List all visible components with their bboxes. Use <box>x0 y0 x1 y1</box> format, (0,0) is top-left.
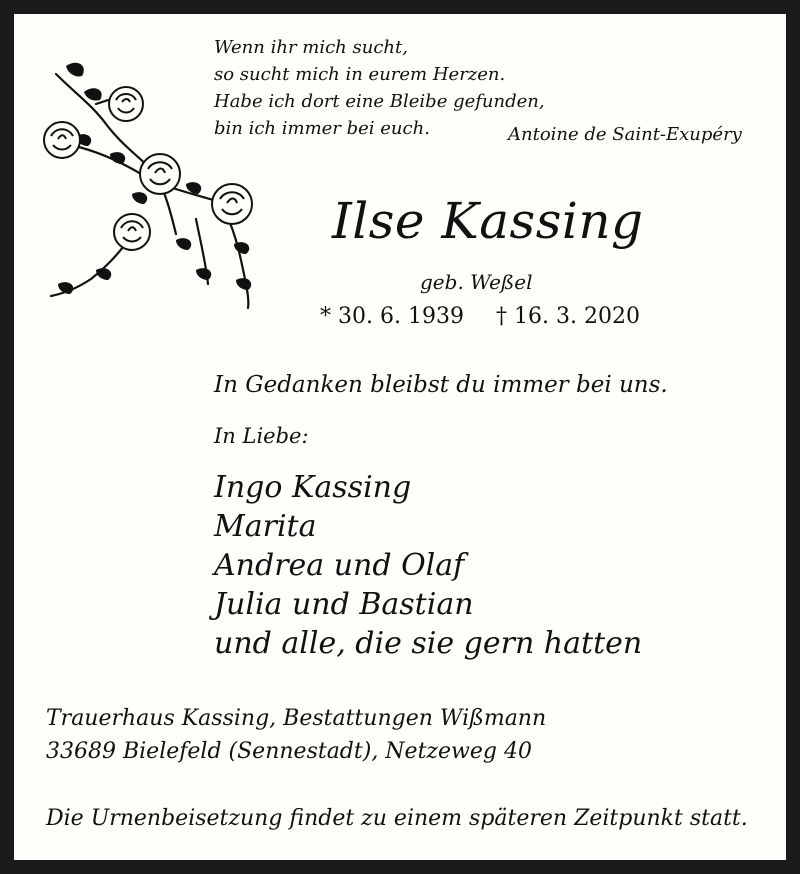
mourner-name: Julia und Bastian <box>214 587 474 622</box>
poem-line: bin ich immer bei euch. <box>214 118 430 139</box>
mourners-list <box>214 468 642 663</box>
poem-author: Antoine de Saint-Exupéry <box>508 124 742 145</box>
memorial-thought: In Gedanken bleibst du immer bei uns. <box>214 372 668 398</box>
poem-line: so sucht mich in eurem Herzen. <box>214 64 506 85</box>
burial-notice: Die Urnenbeisetzung findet zu einem späteren Zeitpunkt statt. <box>46 806 748 831</box>
funeral-home-address: 33689 Bielefeld (Sennestadt), Netzeweg 40 <box>46 739 532 764</box>
death-date: † 16. 3. 2020 <box>496 304 640 329</box>
funeral-home <box>46 702 546 768</box>
in-love-heading: In Liebe: <box>214 424 309 448</box>
poem-line: Habe ich dort eine Bleibe gefunden, <box>214 91 545 112</box>
funeral-home-name: Trauerhaus Kassing, Bestattungen Wißmann <box>46 706 547 731</box>
maiden-name: geb. Weßel <box>420 270 533 294</box>
mourner-name: und alle, die sie gern hatten <box>214 626 643 661</box>
mourner-name: Ingo Kassing <box>214 470 412 505</box>
mourner-name: Andrea und Olaf <box>214 548 465 583</box>
deceased-name: Ilse Kassing <box>332 192 644 250</box>
poem <box>214 34 545 142</box>
birth-date: * 30. 6. 1939 <box>320 304 464 329</box>
mourner-name: Marita <box>214 509 317 544</box>
poem-line: Wenn ihr mich sucht, <box>214 37 408 58</box>
